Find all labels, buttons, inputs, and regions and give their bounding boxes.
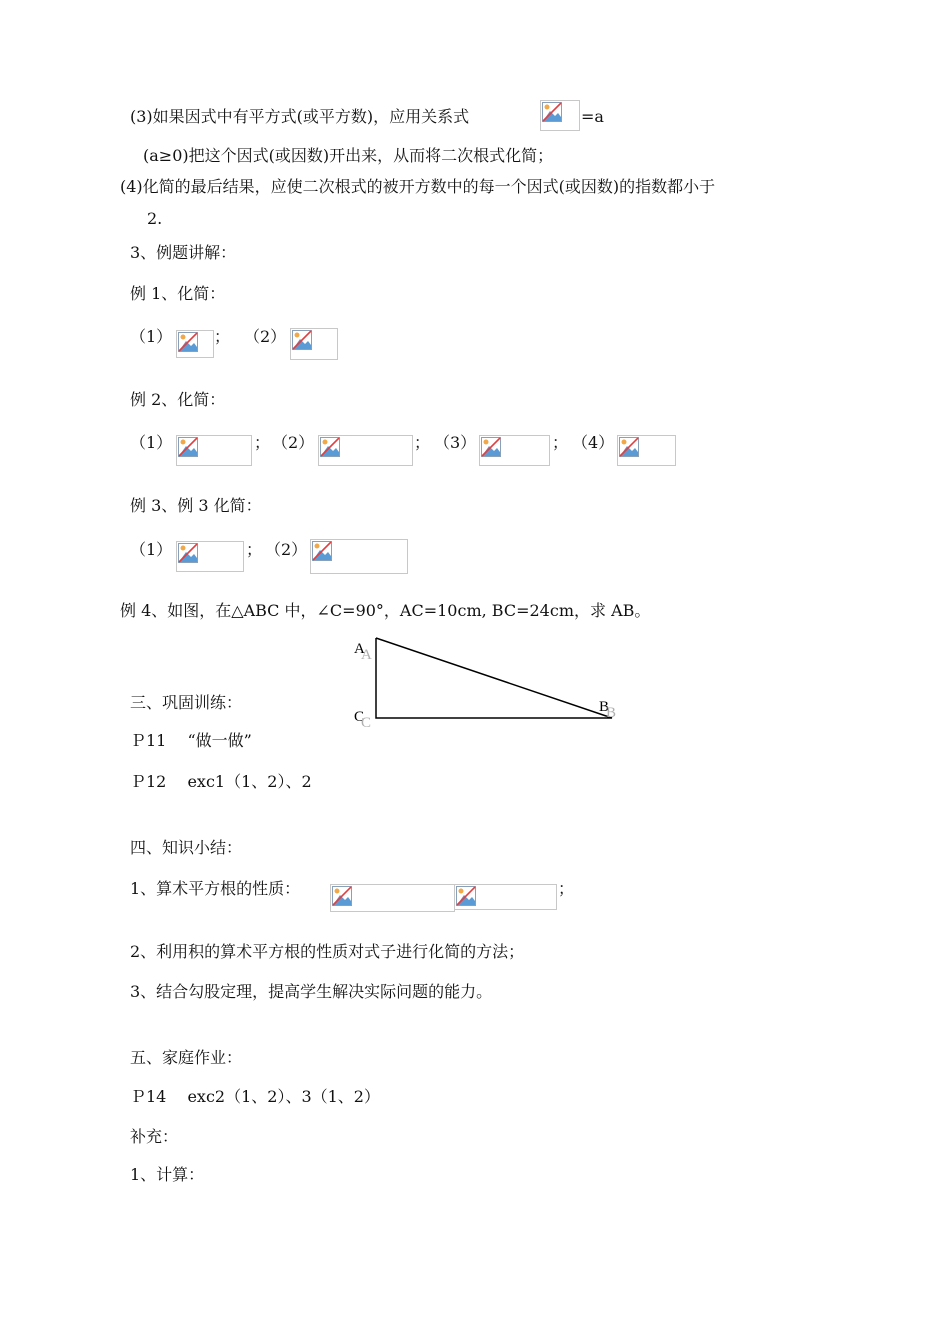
vertex-label-a: A [354, 641, 365, 657]
formula-image [176, 541, 244, 572]
vertex-label-a-shadow: A [361, 647, 372, 663]
example-1-title: 例 1、化简： [130, 284, 226, 303]
example-2-part-3: （3） [434, 433, 477, 452]
broken-image-icon [332, 886, 352, 906]
example-2-part-1: （1） [130, 433, 173, 452]
supplement-heading: 补充： [130, 1127, 179, 1146]
summary-item-1: 1、算术平方根的性质： [130, 879, 301, 898]
formula-image [176, 330, 214, 358]
practice-item-2: Ｐ12 exc1（1、2）、2 [130, 772, 312, 791]
broken-image-icon [456, 886, 476, 906]
example-2-part-4: （4） [572, 433, 615, 452]
summary-item-3: 3、结合勾股定理，提高学生解决实际问题的能力。 [130, 982, 493, 1001]
separator: ； [246, 540, 263, 559]
example-2-title: 例 2、化简： [130, 390, 226, 409]
homework-item-1: Ｐ14 exc2（1、2）、3（1、2） [130, 1087, 380, 1106]
summary-item-2: 2、利用积的算术平方根的性质对式子进行化简的方法； [130, 942, 525, 961]
method-step-3-cont: (a≥0)把这个因式(或因数)开出来，从而将二次根式化简； [143, 146, 554, 165]
broken-image-icon [178, 332, 198, 352]
example-1-part-1: （1） [130, 327, 173, 346]
broken-image-icon [312, 541, 332, 561]
example-1-part-2: （2） [244, 327, 287, 346]
broken-image-icon [178, 437, 198, 457]
example-2-part-2: （2） [272, 433, 315, 452]
vertex-label-b-shadow: B [606, 705, 617, 721]
homework-heading: 五、家庭作业： [130, 1048, 243, 1067]
formula-image [176, 435, 252, 466]
broken-image-icon [481, 437, 501, 457]
example-4-text: 例 4、如图，在△ABC 中，∠C=90°，AC=10cm, BC=24cm，求 AB。 [120, 601, 651, 620]
vertex-label-b: B [599, 699, 610, 715]
right-triangle-figure [340, 628, 630, 738]
supplement-item-1: 1、计算： [130, 1165, 205, 1184]
separator: ； [552, 433, 569, 452]
formula-image [290, 328, 338, 360]
example-3-title: 例 3、例 3 化简： [130, 496, 262, 515]
separator: ； [558, 879, 575, 898]
example-3-part-1: （1） [130, 540, 173, 559]
formula-image [454, 884, 557, 910]
method-step-3-tail: =a [581, 107, 604, 126]
broken-image-icon [619, 437, 639, 457]
formula-image [617, 435, 676, 466]
example-3-part-2: （2） [265, 540, 308, 559]
formula-image [540, 100, 580, 131]
examples-heading: 3、例题讲解： [130, 243, 237, 262]
method-step-3: (3)如果因式中有平方式(或平方数)，应用关系式 [130, 107, 470, 126]
method-step-4: (4)化简的最后结果，应使二次根式的被开方数中的每一个因式(或因数)的指数都小于 [120, 177, 716, 196]
broken-image-icon [178, 543, 198, 563]
method-step-4-cont: 2. [147, 209, 163, 228]
separator: ； [414, 433, 431, 452]
broken-image-icon [542, 102, 562, 122]
practice-heading: 三、巩固训练： [130, 693, 243, 712]
separator: ； [214, 327, 231, 346]
formula-image [310, 539, 408, 574]
practice-item-1: Ｐ11 “做一做” [130, 731, 252, 750]
formula-image [330, 884, 455, 912]
formula-image [479, 435, 550, 466]
summary-heading: 四、知识小结： [130, 838, 243, 857]
vertex-label-c: C [354, 709, 365, 725]
formula-image [318, 435, 413, 466]
vertex-label-c-shadow: C [361, 715, 372, 731]
broken-image-icon [292, 330, 312, 350]
separator: ； [254, 433, 271, 452]
broken-image-icon [320, 437, 340, 457]
